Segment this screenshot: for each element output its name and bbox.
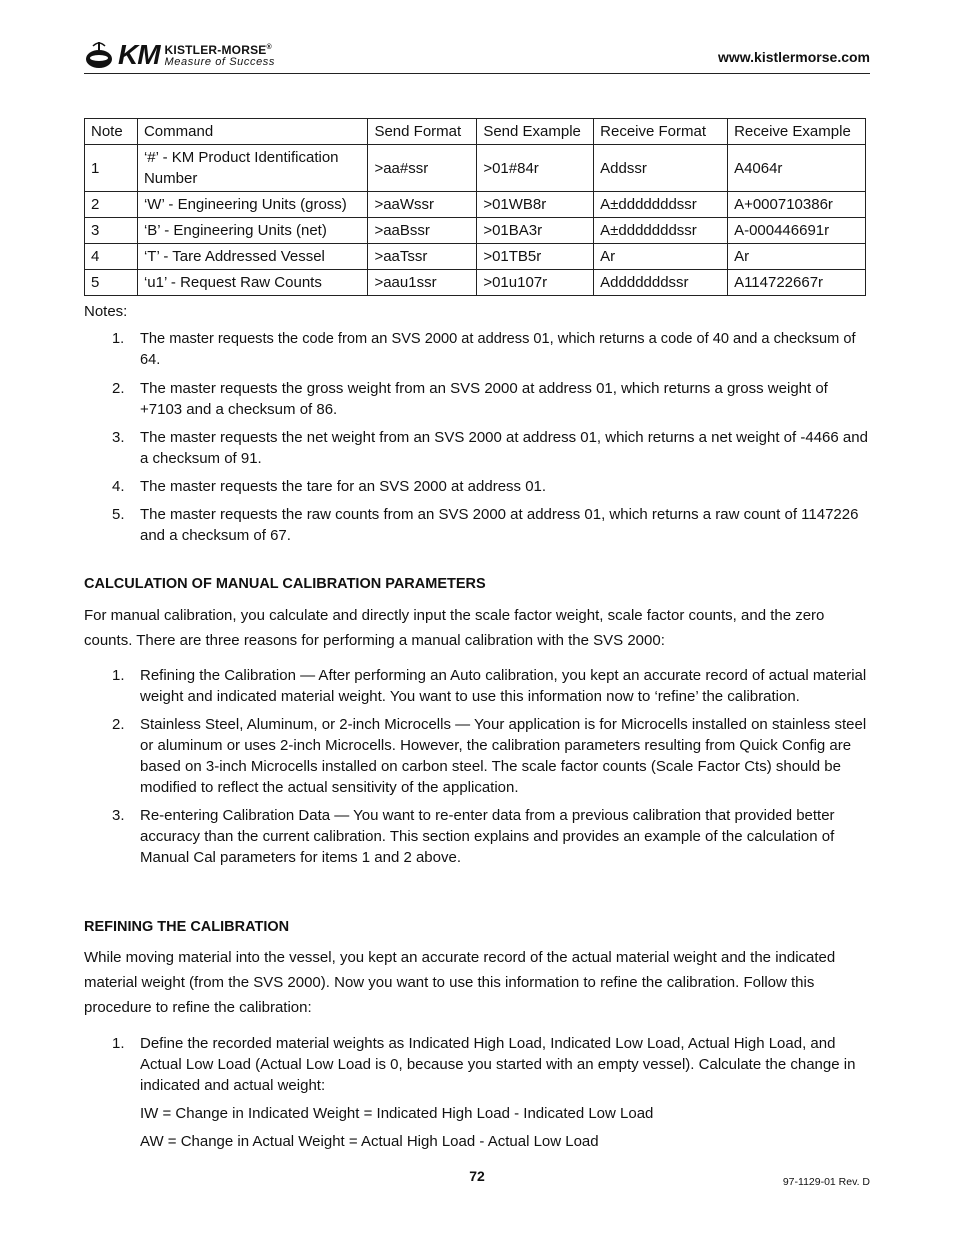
globe-logo-icon [84, 40, 114, 70]
table-cell: Ar [728, 244, 866, 270]
page-header [84, 36, 870, 74]
registered-mark: ® [266, 44, 272, 51]
list-item-text: The master requests the net weight from an SVS 2000 at address 01, which returns a net weight of -4466 and a checksum of 91. [140, 429, 868, 467]
table-cell: >aaTssr [368, 244, 477, 270]
list-item [84, 329, 874, 371]
list-item-number: 3. [112, 807, 125, 824]
table-row [85, 244, 866, 270]
table-header-cell: Receive Format [594, 119, 728, 145]
table-cell: 1 [85, 145, 138, 192]
section-intro-manual-calibration: For manual calibration, you calculate and directly input the scale factor weight, scale factor counts, and the zero counts. There are three reasons for performing a manual calibration with the SVS 2000: [84, 607, 825, 649]
table-cell: A4064r [728, 145, 866, 192]
list-item-number: 1. [112, 1035, 125, 1052]
table-cell: ‘#’ - KM Product Identification Number [137, 145, 367, 192]
table-cell: >01u107r [477, 270, 594, 296]
table-cell: >aaWssr [368, 192, 477, 218]
table-cell: >01WB8r [477, 192, 594, 218]
table-cell: A±dddddddssr [594, 192, 728, 218]
document-id: 97-1129-01 Rev. D [782, 1176, 870, 1188]
list-item [84, 427, 874, 469]
table-cell: >01BA3r [477, 218, 594, 244]
table-cell: Adddddddssr [594, 270, 728, 296]
list-item-number: 2. [112, 380, 125, 397]
procedure-list [84, 1033, 874, 1103]
table-row [85, 270, 866, 296]
website-url: www.kistlermorse.com [718, 49, 870, 65]
table-cell: 4 [85, 244, 138, 270]
list-item-number: 4. [112, 478, 125, 495]
formula-iw: IW = Change in Indicated Weight = Indicated High Load - Indicated Low Load [140, 1105, 654, 1122]
logo-brand: KISTLER-MORSE [164, 43, 267, 57]
table-row [85, 145, 866, 192]
list-item [84, 665, 874, 707]
list-item-number: 1. [112, 667, 125, 684]
list-item [84, 378, 874, 420]
table-header-cell: Command [137, 119, 367, 145]
table-cell: ‘W’ - Engineering Units (gross) [137, 192, 367, 218]
list-item [84, 504, 874, 546]
list-item-text: Define the recorded material weights as Indicated High Load, Indicated Low Load, Actual High Load, and Actual Low Load (Actual Low Load is 0, because you started with an empty vessel). Calculate the change in indicated and actual weight: [140, 1035, 856, 1094]
table-cell: A±dddddddssr [594, 218, 728, 244]
table-cell: ‘u1’ - Request Raw Counts [137, 270, 367, 296]
table-cell: >aa#ssr [368, 145, 477, 192]
list-item-text: The master requests the tare for an SVS 2000 at address 01. [140, 478, 547, 495]
table-header-row [85, 119, 866, 145]
logo-tagline: Measure of Success [164, 56, 276, 68]
list-item [84, 805, 874, 868]
table-header-cell: Receive Example [728, 119, 866, 145]
list-item [84, 1033, 874, 1096]
list-item-number: 3. [112, 429, 125, 446]
table-cell: ‘B’ - Engineering Units (net) [137, 218, 367, 244]
table-cell: A-000446691r [728, 218, 866, 244]
list-item-text: Re-entering Calibration Data — You want to re-enter data from a previous calibration that provided better accuracy than the current calibration. This section explains and provides an example of the calculation of Manual Cal parameters for items 1 and 2 above. [140, 807, 835, 866]
section-heading-manual-calibration: CALCULATION OF MANUAL CALIBRATION PARAMETERS [84, 576, 486, 592]
table-cell: >01TB5r [477, 244, 594, 270]
notes-list [84, 329, 874, 553]
table-cell: A114722667r [728, 270, 866, 296]
table-cell: 5 [85, 270, 138, 296]
command-table [84, 118, 866, 296]
logo-km: KM [118, 39, 160, 70]
table-header-cell: Note [85, 119, 138, 145]
list-item [84, 714, 874, 798]
list-item [84, 476, 874, 497]
reasons-list [84, 665, 874, 875]
list-item-text: Refining the Calibration — After performing an Auto calibration, you kept an accurate record of actual material weight and indicated material weight. You want to use this information now to ‘refine’ the calibration. [140, 667, 867, 705]
table-header-cell: Send Example [477, 119, 594, 145]
list-item-number: 5. [112, 506, 125, 523]
kistler-morse-logo [84, 38, 275, 72]
table-row [85, 192, 866, 218]
table-cell: >01#84r [477, 145, 594, 192]
table-cell: 3 [85, 218, 138, 244]
list-item-text: The master requests the raw counts from an SVS 2000 at address 01, which returns a raw count of 1147226 and a checksum of 67. [140, 506, 859, 544]
table-cell: A+000710386r [728, 192, 866, 218]
list-item-text: The master requests the gross weight from an SVS 2000 at address 01, which returns a gross weight of +7103 and a checksum of 86. [140, 380, 828, 418]
list-item-number: 1. [112, 331, 125, 347]
section-intro-refining: While moving material into the vessel, you kept an accurate record of the actual material weight and the indicated material weight (from the SVS 2000). Now you want to use this information to refine the calibration. Follow this procedure to refine the calibration: [84, 949, 836, 1016]
list-item-number: 2. [112, 716, 125, 733]
table-cell: Addssr [594, 145, 728, 192]
table-cell: >aaBssr [368, 218, 477, 244]
section-heading-refining: REFINING THE CALIBRATION [84, 919, 290, 935]
table-row [85, 218, 866, 244]
page-number: 72 [469, 1168, 485, 1184]
table-cell: Ar [594, 244, 728, 270]
table-cell: >aau1ssr [368, 270, 477, 296]
list-item-text: Stainless Steel, Aluminum, or 2-inch Microcells — Your application is for Microcells installed on stainless steel or aluminum or uses 2-inch Microcells. However, the calibration parameters resulting from Quick Config are based on 3-inch Microcells installed on carbon steel. The scale factor counts (Scale Factor Cts) should be modified to reflect the actual sensitivity of the application. [140, 716, 867, 796]
table-header-cell: Send Format [368, 119, 477, 145]
table-cell: ‘T’ - Tare Addressed Vessel [137, 244, 367, 270]
table-cell: 2 [85, 192, 138, 218]
notes-label: Notes: [84, 303, 128, 320]
list-item-text: The master requests the code from an SVS 2000 at address 01, which returns a code of 40 and a checksum of 64. [140, 331, 856, 368]
formula-aw: AW = Change in Actual Weight = Actual High Load - Actual Low Load [140, 1133, 599, 1150]
